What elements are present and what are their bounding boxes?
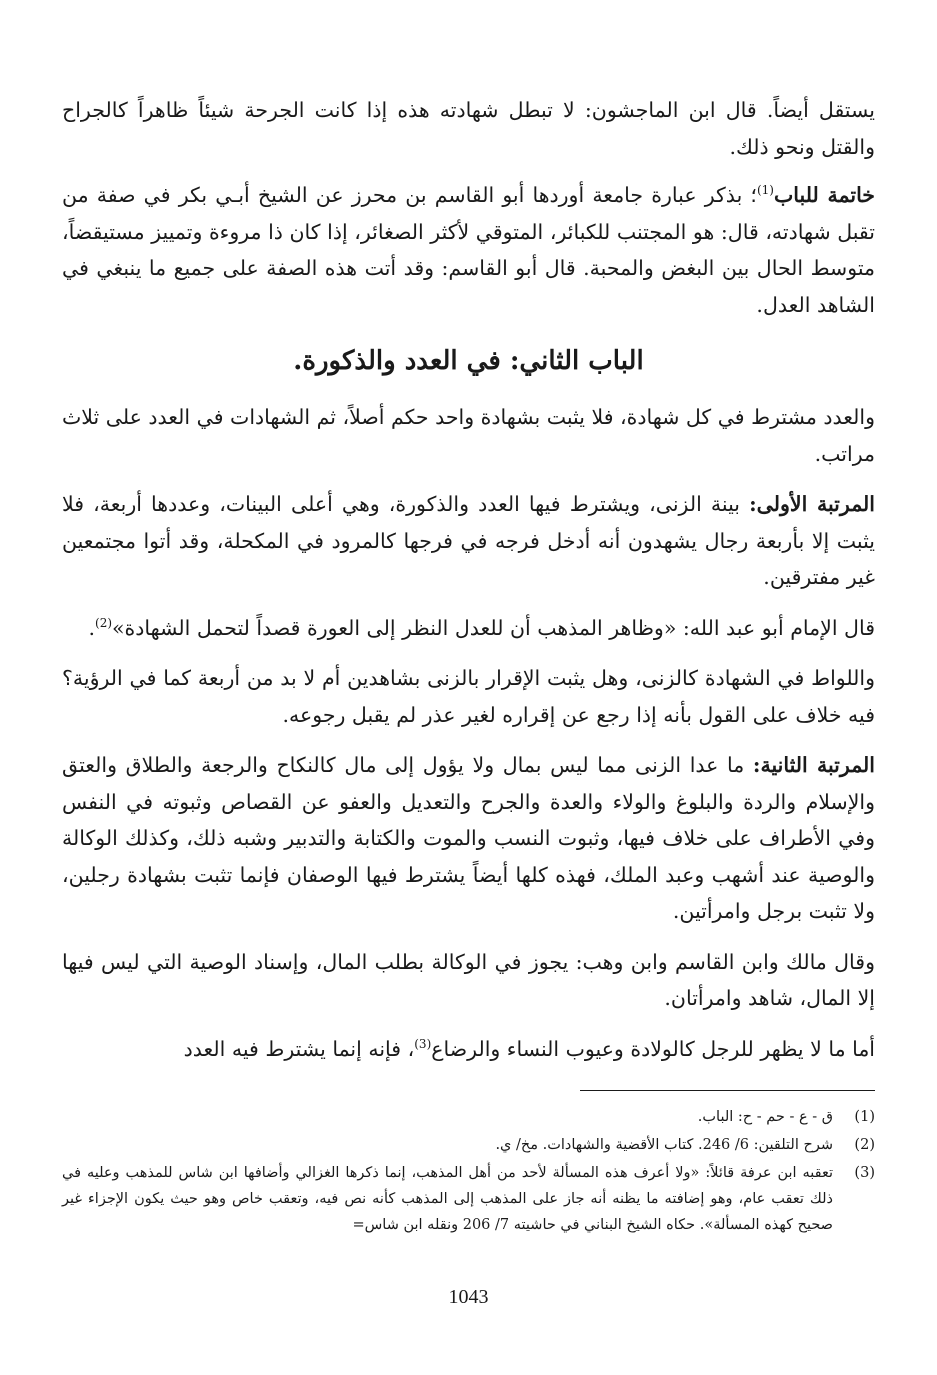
- paragraph-liwat-text: واللواط في الشهادة كالزنى، وهل يثبت الإقرار بالزنى بشاهدين أم لا بد من أربعة كما في الرؤية؟ فيه خلاف على القول بأنه إذا رجع عن إقراره لغير عذر لم يقبل رجوعه.: [62, 666, 875, 727]
- page-number: 1043: [448, 1286, 489, 1308]
- paragraph-malik: [62, 944, 875, 1017]
- footnotes: [62, 1104, 875, 1240]
- rank-two-text: ما عدا الزنى مما ليس بمال ولا يؤول إلى مال كالنكاح والرجعة والطلاق والعتق والإسلام والردة والبلوغ والولاء والعدة والجرح والتعديل والعفو عن القصاص وثبوته في النفس وفي الأطراف على خلاف فيها، وثبوت النسب والموت والكتابة والتدبير وشبه ذلك، وكذلك الوكالة والوصية عند أشهب وعبد الملك، فهذه كلها أيضاً يشترط فيها الوصفان فإنما تثبت بشهادة رجلين، ولا تثبت برجل وامرأتين.: [62, 753, 876, 923]
- footnote-number: (3): [854, 1165, 875, 1181]
- footnote-item: [62, 1132, 875, 1158]
- paragraph-closing: [62, 177, 875, 323]
- closing-text: ؛ بذكر عبارة جامعة أوردها أبو القاسم بن محرز عن الشيخ أبـي بكر في صفة من تقبل شهادته، قال: هو المجتنب للكبائر، المتوقي لأكثر الصغائر، إذا كان ذا مروءة وتمييز مستيقضاً، متوسط الحال بين البغض والمحبة. قال أبو القاسم: وقد أتت هذه الصفة على جميع ما ينبغي في الشاهد العدل.: [62, 183, 875, 317]
- paragraph-last-tail: ، فإنه إنما يشترط فيه العدد: [183, 1036, 415, 1061]
- footnote-item: [62, 1104, 875, 1130]
- footnote-text: شرح التلقين: 6/ 246. كتاب الأقضية والشهادات. مخ/ ي.: [495, 1137, 833, 1153]
- paragraph-imam: [62, 610, 875, 647]
- paragraph-rank-two: [62, 747, 875, 930]
- paragraph-intro-text: والعدد مشترط في كل شهادة، فلا يثبت بشهادة واحد حكم أصلاً، ثم الشهادات في العدد على ثلاث مراتب.: [62, 405, 875, 466]
- rank-one-lead: المرتبة الأولى:: [749, 492, 875, 516]
- paragraph-opening: [62, 92, 875, 165]
- footnote-number: (1): [854, 1109, 875, 1125]
- paragraph-rank-one: [62, 486, 875, 596]
- chapter-title: الباب الثاني: في العدد والذكورة.: [293, 346, 644, 376]
- closing-lead: خاتمة للباب: [773, 183, 875, 207]
- rank-one-text: بينة الزنى، ويشترط فيها العدد والذكورة، وهي أعلى البينات، وعددها أربعة، فلا يثبت إلا بأربعة رجال يشهدون أنه أدخل فرجه في فرجها كالمرود في المكحلة، وقد أتوا مجتمعين غير مفترقين.: [62, 492, 875, 589]
- paragraph-liwat: [62, 660, 875, 733]
- footnote-item: [62, 1160, 875, 1238]
- footnote-text: تعقبه ابن عرفة قائلاً: «ولا أعرف هذه المسألة لأحد من أهل المذهب، إنما ذكرها الغزالي وأضافها ابن شاس للمذهب وعليه في ذلك تعقب عام، وهو إضافته ما يظنه أنه جاز على المذهب إلى المذهب كأنه نص فيه، وتعقب خاص وهو حيث يكون الإجزاء غير صحيح كهذه المسألة». حكاه الشيخ البناني في حاشيته 7/ 206 ونقله ابن شاس=: [62, 1165, 833, 1233]
- paragraph-imam-tail: .: [88, 615, 95, 640]
- footnote-ref-2[interactable]: (2): [95, 615, 113, 630]
- paragraph-malik-text: وقال مالك وابن القاسم وابن وهب: يجوز في الوكالة بطلب المال، وإسناد الوصية التي ليس فيها إلا المال، شاهد وامرأتان.: [62, 949, 875, 1010]
- footnote-divider: [580, 1090, 875, 1091]
- paragraph-imam-text: قال الإمام أبو عبد الله: «وظاهر المذهب أن للعدل النظر إلى العورة قصداً لتحمل الشهادة»: [112, 615, 875, 640]
- paragraph-last-text: أما ما لا يظهر للرجل كالولادة وعيوب النساء والرضاع: [431, 1036, 875, 1061]
- rank-two-lead: المرتبة الثانية:: [752, 753, 875, 777]
- footnote-number: (2): [854, 1137, 875, 1153]
- paragraph-intro: [62, 399, 875, 472]
- footnote-text: ق - ع - حم - ح: الباب.: [697, 1109, 833, 1125]
- paragraph-opening-text: يستقل أيضاً. قال ابن الماجشون: لا تبطل شهادته هذه إذا كانت الجرحة شيئاً ظاهراً كالجراح والقتل ونحو ذلك.: [62, 98, 875, 159]
- footnote-ref-1[interactable]: (1): [756, 183, 774, 198]
- page-body: [62, 92, 875, 1332]
- paragraph-last: [62, 1031, 875, 1068]
- footnote-ref-3[interactable]: (3): [414, 1036, 432, 1051]
